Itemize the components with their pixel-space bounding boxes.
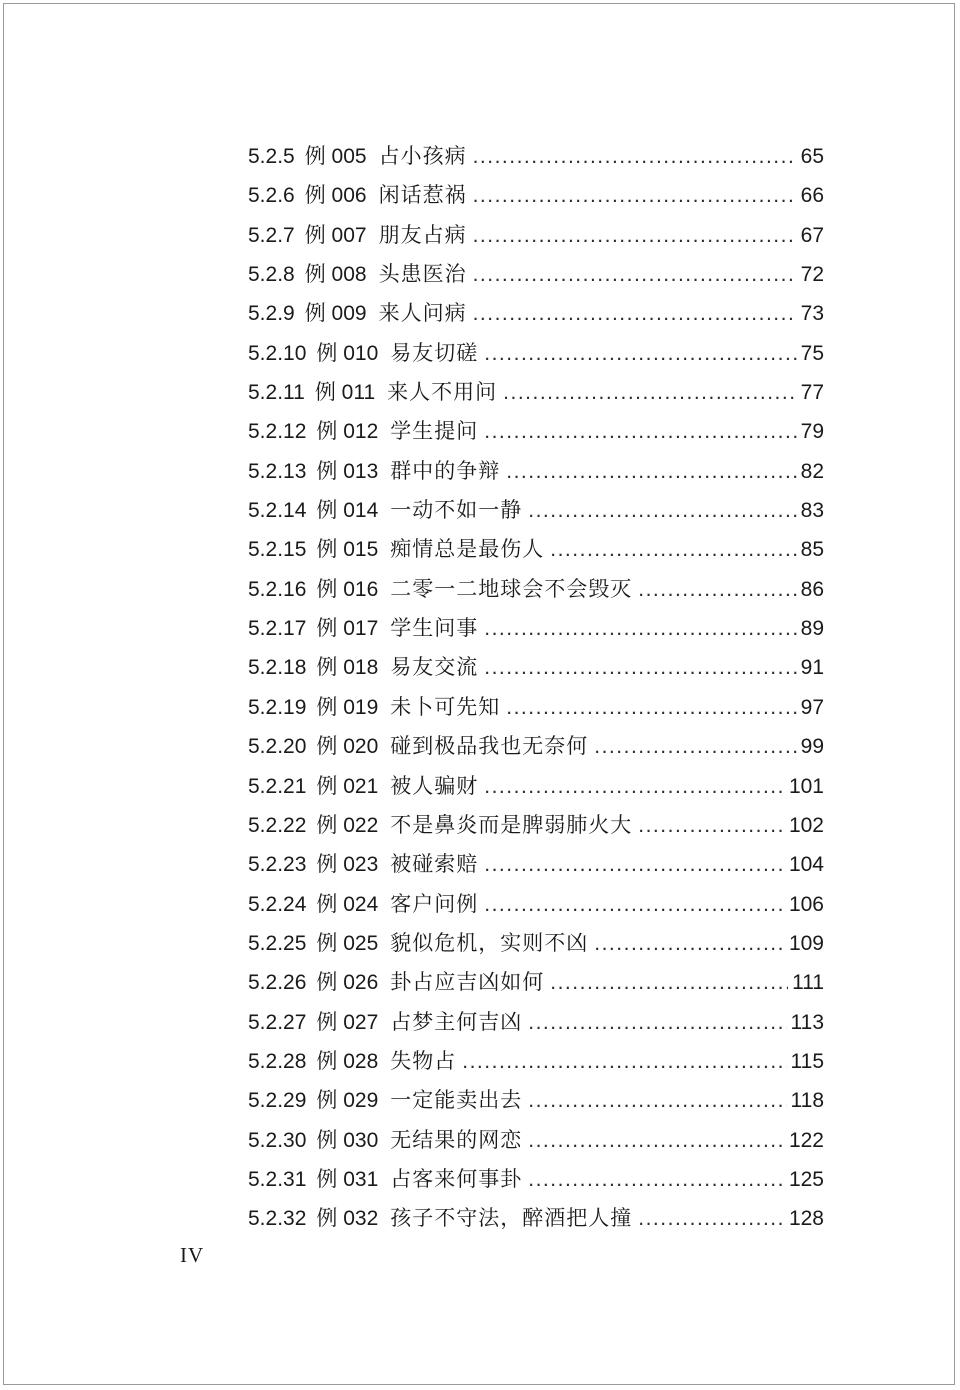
toc-entry-title: 学生提问 — [390, 419, 479, 444]
toc-page-number: 73 — [800, 302, 824, 326]
toc-entry — [248, 297, 824, 336]
toc-entry-title: 易友切磋 — [390, 340, 479, 365]
toc-entry-title: 不是鼻炎而是脾弱肺火大 — [390, 812, 633, 837]
toc-example-number: 例 032 — [316, 1207, 379, 1231]
toc-page-number: 106 — [788, 892, 824, 916]
toc-entry — [248, 612, 824, 651]
toc-section-number: 5.2.9 — [248, 302, 295, 326]
toc-dot-leader — [638, 814, 785, 838]
toc-section-number: 5.2.5 — [248, 145, 295, 168]
toc-section-number: 5.2.15 — [248, 538, 307, 562]
toc-example-number: 例 015 — [316, 538, 379, 562]
toc-entry-title: 来人不用问 — [387, 380, 498, 405]
toc-entry-title: 易友交流 — [390, 655, 479, 680]
toc-dot-leader — [473, 263, 797, 287]
toc-dot-leader — [528, 1011, 786, 1035]
toc-section-number: 5.2.24 — [248, 892, 307, 916]
toc-section-number: 5.2.25 — [248, 931, 307, 955]
toc-entry — [248, 809, 824, 848]
toc-entry-title: 未卜可先知 — [390, 694, 501, 719]
toc-page-number: 77 — [800, 381, 824, 405]
toc-entry — [248, 927, 824, 966]
toc-example-number: 例 013 — [316, 459, 379, 483]
toc-example-number: 例 005 — [304, 145, 367, 168]
toc-page-number: 66 — [800, 184, 824, 208]
toc-page-number: 97 — [800, 695, 824, 719]
toc-entry-title: 学生问事 — [390, 616, 479, 641]
toc-example-number: 例 007 — [304, 223, 367, 247]
toc-example-number: 例 028 — [316, 1049, 379, 1073]
toc-dot-leader — [484, 893, 785, 917]
toc-dot-leader — [484, 617, 796, 641]
toc-dot-leader — [638, 1207, 785, 1231]
toc-entry — [248, 415, 824, 454]
toc-entry-title: 群中的争辩 — [390, 458, 501, 483]
toc-section-number: 5.2.28 — [248, 1049, 307, 1073]
toc-section-number: 5.2.27 — [248, 1010, 307, 1034]
toc-example-number: 例 009 — [304, 302, 367, 326]
toc-entry — [248, 1124, 824, 1163]
toc-section-number: 5.2.18 — [248, 656, 307, 680]
toc-dot-leader — [473, 145, 797, 169]
toc-dot-leader — [594, 932, 785, 956]
toc-page-number: 75 — [800, 341, 824, 365]
toc-page-number: 86 — [800, 577, 824, 601]
toc-example-number: 例 017 — [316, 617, 379, 641]
toc-entry — [248, 140, 824, 179]
toc-section-number: 5.2.16 — [248, 577, 307, 601]
toc-dot-leader — [484, 775, 785, 799]
toc-entry — [248, 1084, 824, 1123]
toc-dot-leader — [528, 1089, 786, 1113]
toc-entry — [248, 966, 824, 1005]
toc-entry — [248, 1202, 824, 1241]
toc-example-number: 例 024 — [316, 892, 379, 916]
toc-entry-title: 占梦主何吉凶 — [390, 1009, 523, 1034]
toc-page-number: 101 — [788, 774, 824, 798]
toc-entry-title: 来人问病 — [378, 301, 467, 326]
toc-page-number: 122 — [788, 1128, 824, 1152]
toc-example-number: 例 025 — [316, 931, 379, 955]
toc-page-number: 128 — [788, 1207, 824, 1231]
toc-example-number: 例 014 — [316, 499, 379, 523]
toc-page-number: 91 — [800, 656, 824, 680]
toc-entry-title: 占小孩病 — [378, 144, 467, 168]
toc-example-number: 例 026 — [316, 971, 379, 995]
toc-dot-leader — [528, 499, 796, 523]
toc-entry-title: 客户问例 — [390, 891, 479, 916]
toc-page-number: 65 — [800, 145, 824, 168]
toc-dot-leader — [484, 420, 796, 444]
toc-dot-leader — [484, 853, 785, 877]
toc-section-number: 5.2.7 — [248, 223, 295, 247]
toc-section-number: 5.2.20 — [248, 735, 307, 759]
toc-entry-title: 朋友占病 — [378, 222, 467, 247]
toc-page-number: 82 — [800, 459, 824, 483]
toc-example-number: 例 031 — [316, 1167, 379, 1191]
toc-entry-title: 孩子不守法，醉酒把人撞 — [390, 1206, 633, 1231]
toc-entry — [248, 573, 824, 612]
toc-section-number: 5.2.6 — [248, 184, 295, 208]
toc-entry — [248, 494, 824, 533]
toc-section-number: 5.2.32 — [248, 1207, 307, 1231]
toc-section-number: 5.2.26 — [248, 971, 307, 995]
toc-example-number: 例 021 — [316, 774, 379, 798]
toc-dot-leader — [594, 735, 796, 759]
table-of-contents — [248, 140, 824, 1242]
toc-entry — [248, 455, 824, 494]
toc-entry — [248, 1045, 824, 1084]
toc-entry-title: 一定能卖出去 — [390, 1088, 523, 1113]
toc-dot-leader — [473, 302, 797, 326]
toc-dot-leader — [638, 578, 796, 602]
toc-entry — [248, 730, 824, 769]
toc-section-number: 5.2.31 — [248, 1167, 307, 1191]
toc-entry-title: 碰到极品我也无奈何 — [390, 734, 589, 759]
toc-section-number: 5.2.22 — [248, 813, 307, 837]
toc-example-number: 例 022 — [316, 813, 379, 837]
toc-entry-title: 闲话惹祸 — [378, 183, 467, 208]
toc-example-number: 例 016 — [316, 577, 379, 601]
toc-page-number: 83 — [800, 499, 824, 523]
toc-dot-leader — [484, 342, 796, 366]
toc-dot-leader — [484, 656, 796, 680]
toc-page-number: 109 — [788, 931, 824, 955]
toc-example-number: 例 019 — [316, 695, 379, 719]
toc-section-number: 5.2.10 — [248, 341, 307, 365]
toc-entry — [248, 219, 824, 258]
toc-section-number: 5.2.30 — [248, 1128, 307, 1152]
toc-entry — [248, 848, 824, 887]
toc-dot-leader — [473, 224, 797, 248]
toc-section-number: 5.2.12 — [248, 420, 307, 444]
toc-example-number: 例 030 — [316, 1128, 379, 1152]
toc-page-number: 111 — [792, 971, 824, 995]
toc-entry-title: 二零一二地球会不会毁灭 — [390, 576, 633, 601]
toc-entry — [248, 1163, 824, 1202]
toc-entry-title: 一动不如一静 — [390, 498, 523, 523]
toc-dot-leader — [528, 1168, 785, 1192]
toc-example-number: 例 008 — [304, 263, 367, 287]
page-number: IV — [180, 1243, 205, 1267]
toc-entry-title: 头患医治 — [378, 262, 467, 287]
toc-entry — [248, 376, 824, 415]
toc-entry-title: 卦占应吉凶如何 — [390, 970, 545, 995]
toc-entry-title: 被人骗财 — [390, 773, 479, 798]
toc-dot-leader — [528, 1129, 785, 1153]
toc-page-number: 125 — [788, 1167, 824, 1191]
toc-section-number: 5.2.21 — [248, 774, 307, 798]
toc-dot-leader — [503, 381, 796, 405]
toc-entry-title: 痴情总是最伤人 — [390, 537, 545, 562]
toc-example-number: 例 006 — [304, 184, 367, 208]
toc-entry-title: 占客来何事卦 — [390, 1166, 523, 1191]
toc-example-number: 例 023 — [316, 853, 379, 877]
toc-page-number: 118 — [790, 1089, 824, 1113]
toc-dot-leader — [506, 696, 796, 720]
toc-example-number: 例 012 — [316, 420, 379, 444]
toc-entry-title: 失物占 — [390, 1048, 457, 1073]
toc-example-number: 例 027 — [316, 1010, 379, 1034]
toc-dot-leader — [550, 971, 788, 995]
toc-entry — [248, 691, 824, 730]
toc-example-number: 例 010 — [316, 341, 379, 365]
toc-page-number: 67 — [800, 223, 824, 247]
toc-page-number: 85 — [800, 538, 824, 562]
toc-entry — [248, 1006, 824, 1045]
toc-dot-leader — [506, 460, 796, 484]
toc-entry — [248, 888, 824, 927]
toc-page-number: 104 — [788, 853, 824, 877]
toc-entry-title: 被碰索赔 — [390, 852, 479, 877]
toc-section-number: 5.2.14 — [248, 499, 307, 523]
toc-entry — [248, 337, 824, 376]
toc-entry-title: 貌似危机，实则不凶 — [390, 930, 589, 955]
toc-page-number: 115 — [790, 1049, 824, 1073]
toc-page-number: 79 — [800, 420, 824, 444]
toc-example-number: 例 018 — [316, 656, 379, 680]
toc-entry-title: 无结果的网恋 — [390, 1127, 523, 1152]
toc-page-number: 113 — [790, 1010, 824, 1034]
toc-entry — [248, 533, 824, 572]
toc-dot-leader — [473, 184, 797, 208]
toc-section-number: 5.2.19 — [248, 695, 307, 719]
toc-section-number: 5.2.29 — [248, 1089, 307, 1113]
toc-section-number: 5.2.13 — [248, 459, 307, 483]
toc-section-number: 5.2.11 — [248, 381, 305, 405]
toc-dot-leader — [550, 538, 796, 562]
toc-page-number: 99 — [800, 735, 824, 759]
toc-section-number: 5.2.8 — [248, 263, 295, 287]
toc-page-number: 89 — [800, 617, 824, 641]
toc-page-number: 72 — [800, 263, 824, 287]
toc-example-number: 例 011 — [314, 381, 376, 405]
toc-section-number: 5.2.17 — [248, 617, 307, 641]
toc-entry — [248, 651, 824, 690]
toc-section-number: 5.2.23 — [248, 853, 307, 877]
toc-entry — [248, 770, 824, 809]
toc-dot-leader — [462, 1050, 786, 1074]
toc-page-number: 102 — [788, 813, 824, 837]
toc-entry — [248, 179, 824, 218]
toc-entry — [248, 258, 824, 297]
toc-example-number: 例 020 — [316, 735, 379, 759]
toc-example-number: 例 029 — [316, 1089, 379, 1113]
